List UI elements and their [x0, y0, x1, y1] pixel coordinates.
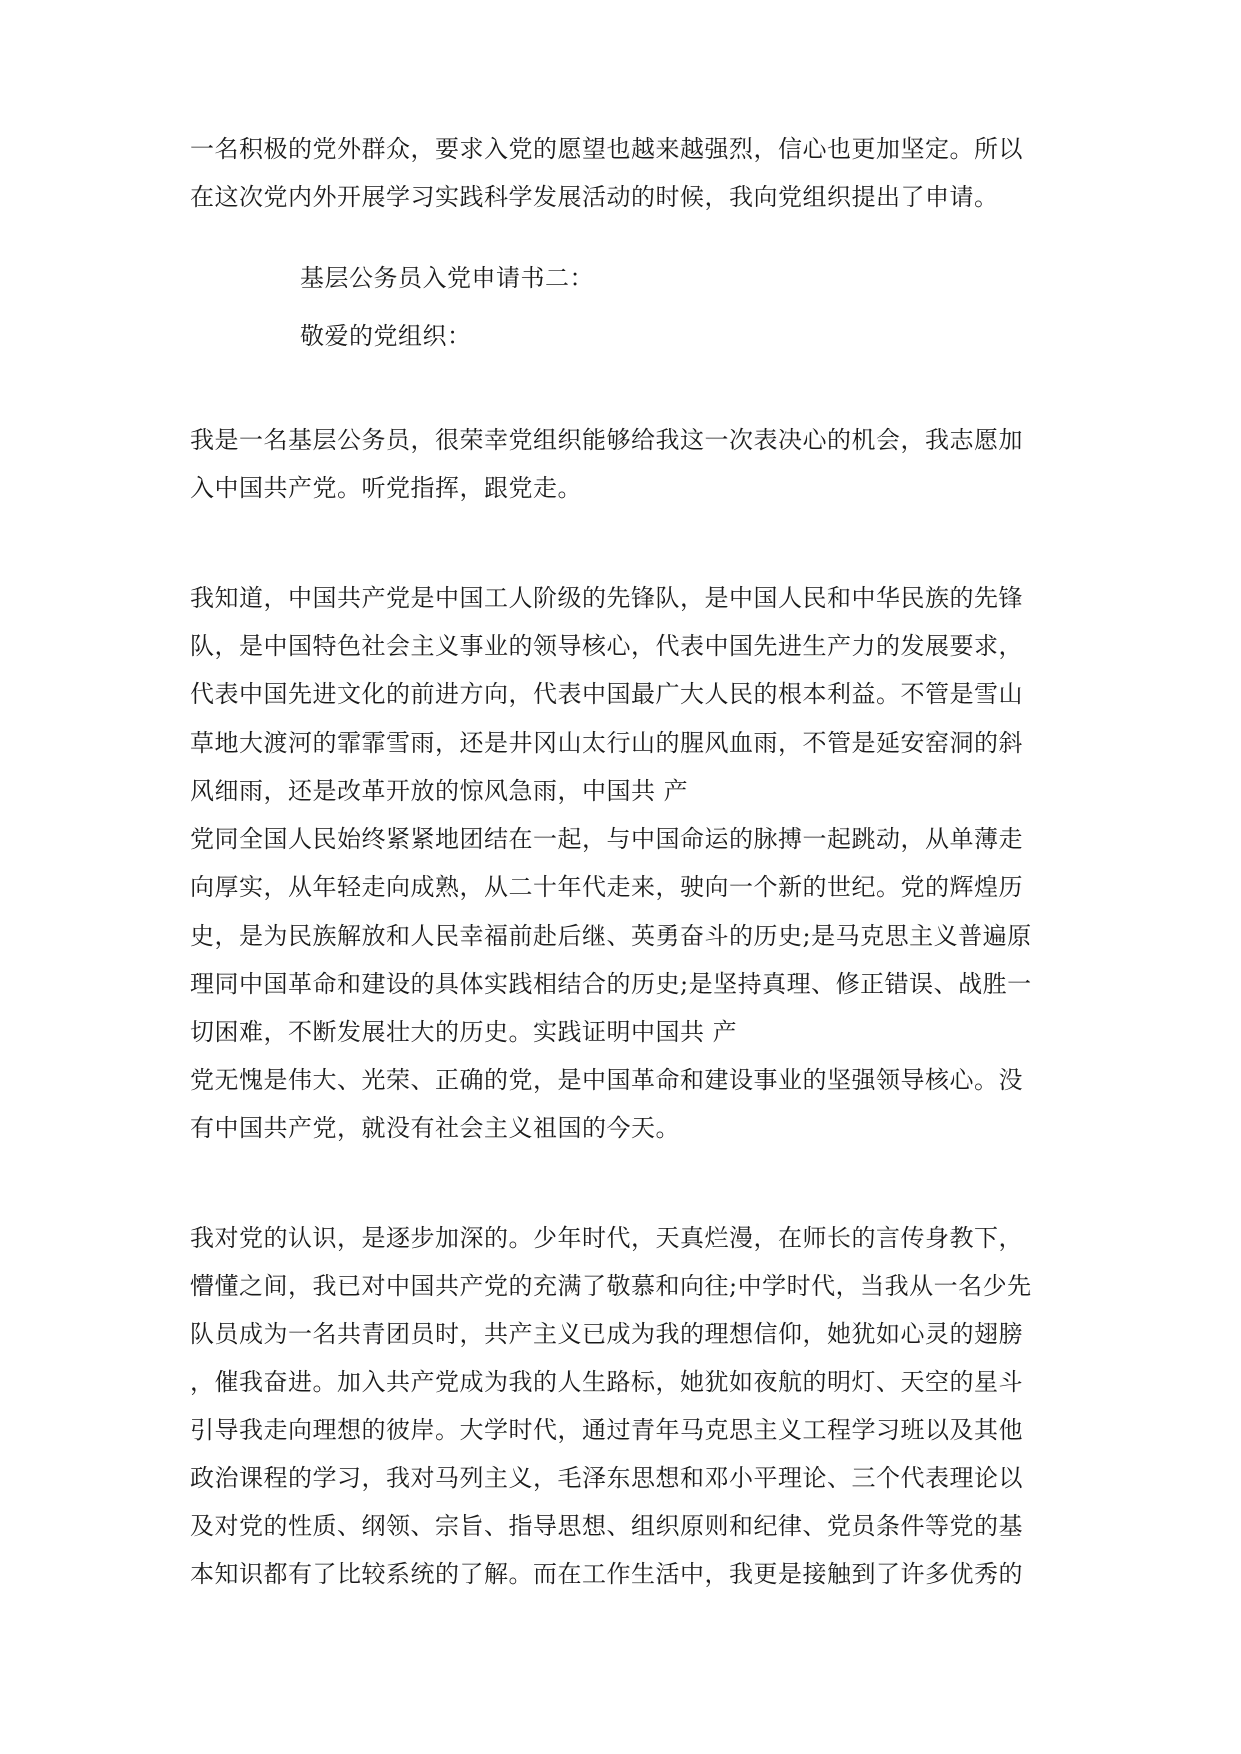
text-line: 入中国共产党。听党指挥，跟党走。: [190, 474, 582, 502]
text-line: 引导我走向理想的彼岸。大学时代，通过青年马克思主义工程学习班以及其他: [190, 1416, 1023, 1444]
text-line: 我是一名基层公务员，很荣幸党组织能够给我这一次表决心的机会，我志愿加: [190, 426, 1023, 454]
text-line: 我对党的认识，是逐步加深的。少年时代，天真烂漫，在师长的言传身教下，: [190, 1224, 1023, 1252]
text-line: 党无愧是伟大、光荣、正确的党，是中国革命和建设事业的坚强领导核心。没: [190, 1066, 1023, 1094]
salutation: 敬爱的党组织：: [300, 322, 472, 350]
text-line: 及对党的性质、纲领、宗旨、指导思想、组织原则和纪律、党员条件等党的基: [190, 1512, 1023, 1540]
text-line: 一名积极的党外群众，要求入党的愿望也越来越强烈，信心也更加坚定。所以: [190, 135, 1023, 163]
text-line: 政治课程的学习，我对马列主义，毛泽东思想和邓小平理论、三个代表理论以: [190, 1464, 1023, 1492]
text-line: 懵懂之间，我已对中国共产党的充满了敬慕和向往;中学时代，当我从一名少先: [190, 1272, 1032, 1300]
text-line: ，催我奋进。加入共产党成为我的人生路标，她犹如夜航的明灯、天空的星斗: [190, 1368, 1023, 1396]
text-line: 代表中国先进文化的前进方向，代表中国最广大人民的根本利益。不管是雪山: [190, 680, 1023, 708]
text-line: 理同中国革命和建设的具体实践相结合的历史;是坚持真理、修正错误、战胜一: [190, 970, 1032, 998]
text-line: 队，是中国特色社会主义事业的领导核心，代表中国先进生产力的发展要求，: [190, 632, 1023, 660]
section-heading: 基层公务员入党申请书二：: [300, 264, 594, 292]
text-line: 切困难，不断发展壮大的历史。实践证明中国共 产: [190, 1018, 738, 1046]
text-line: 向厚实，从年轻走向成熟，从二十年代走来，驶向一个新的世纪。党的辉煌历: [190, 873, 1023, 901]
text-line: 史，是为民族解放和人民幸福前赴后继、英勇奋斗的历史;是马克思主义普遍原: [190, 922, 1032, 950]
text-line: 我知道，中国共产党是中国工人阶级的先锋队，是中国人民和中华民族的先锋: [190, 584, 1023, 612]
text-line: 在这次党内外开展学习实践科学发展活动的时候，我向党组织提出了申请。: [190, 183, 999, 211]
text-line: 有中国共产党，就没有社会主义祖国的今天。: [190, 1114, 680, 1142]
text-line: 本知识都有了比较系统的了解。而在工作生活中，我更是接触到了许多优秀的: [190, 1560, 1023, 1588]
text-line: 草地大渡河的霏霏雪雨，还是井冈山太行山的腥风血雨，不管是延安窑洞的斜: [190, 729, 1023, 757]
text-line: 风细雨，还是改革开放的惊风急雨，中国共 产: [190, 777, 689, 805]
text-line: 队员成为一名共青团员时，共产主义已成为我的理想信仰，她犹如心灵的翅膀: [190, 1320, 1023, 1348]
text-line: 党同全国人民始终紧紧地团结在一起，与中国命运的脉搏一起跳动，从单薄走: [190, 825, 1023, 853]
